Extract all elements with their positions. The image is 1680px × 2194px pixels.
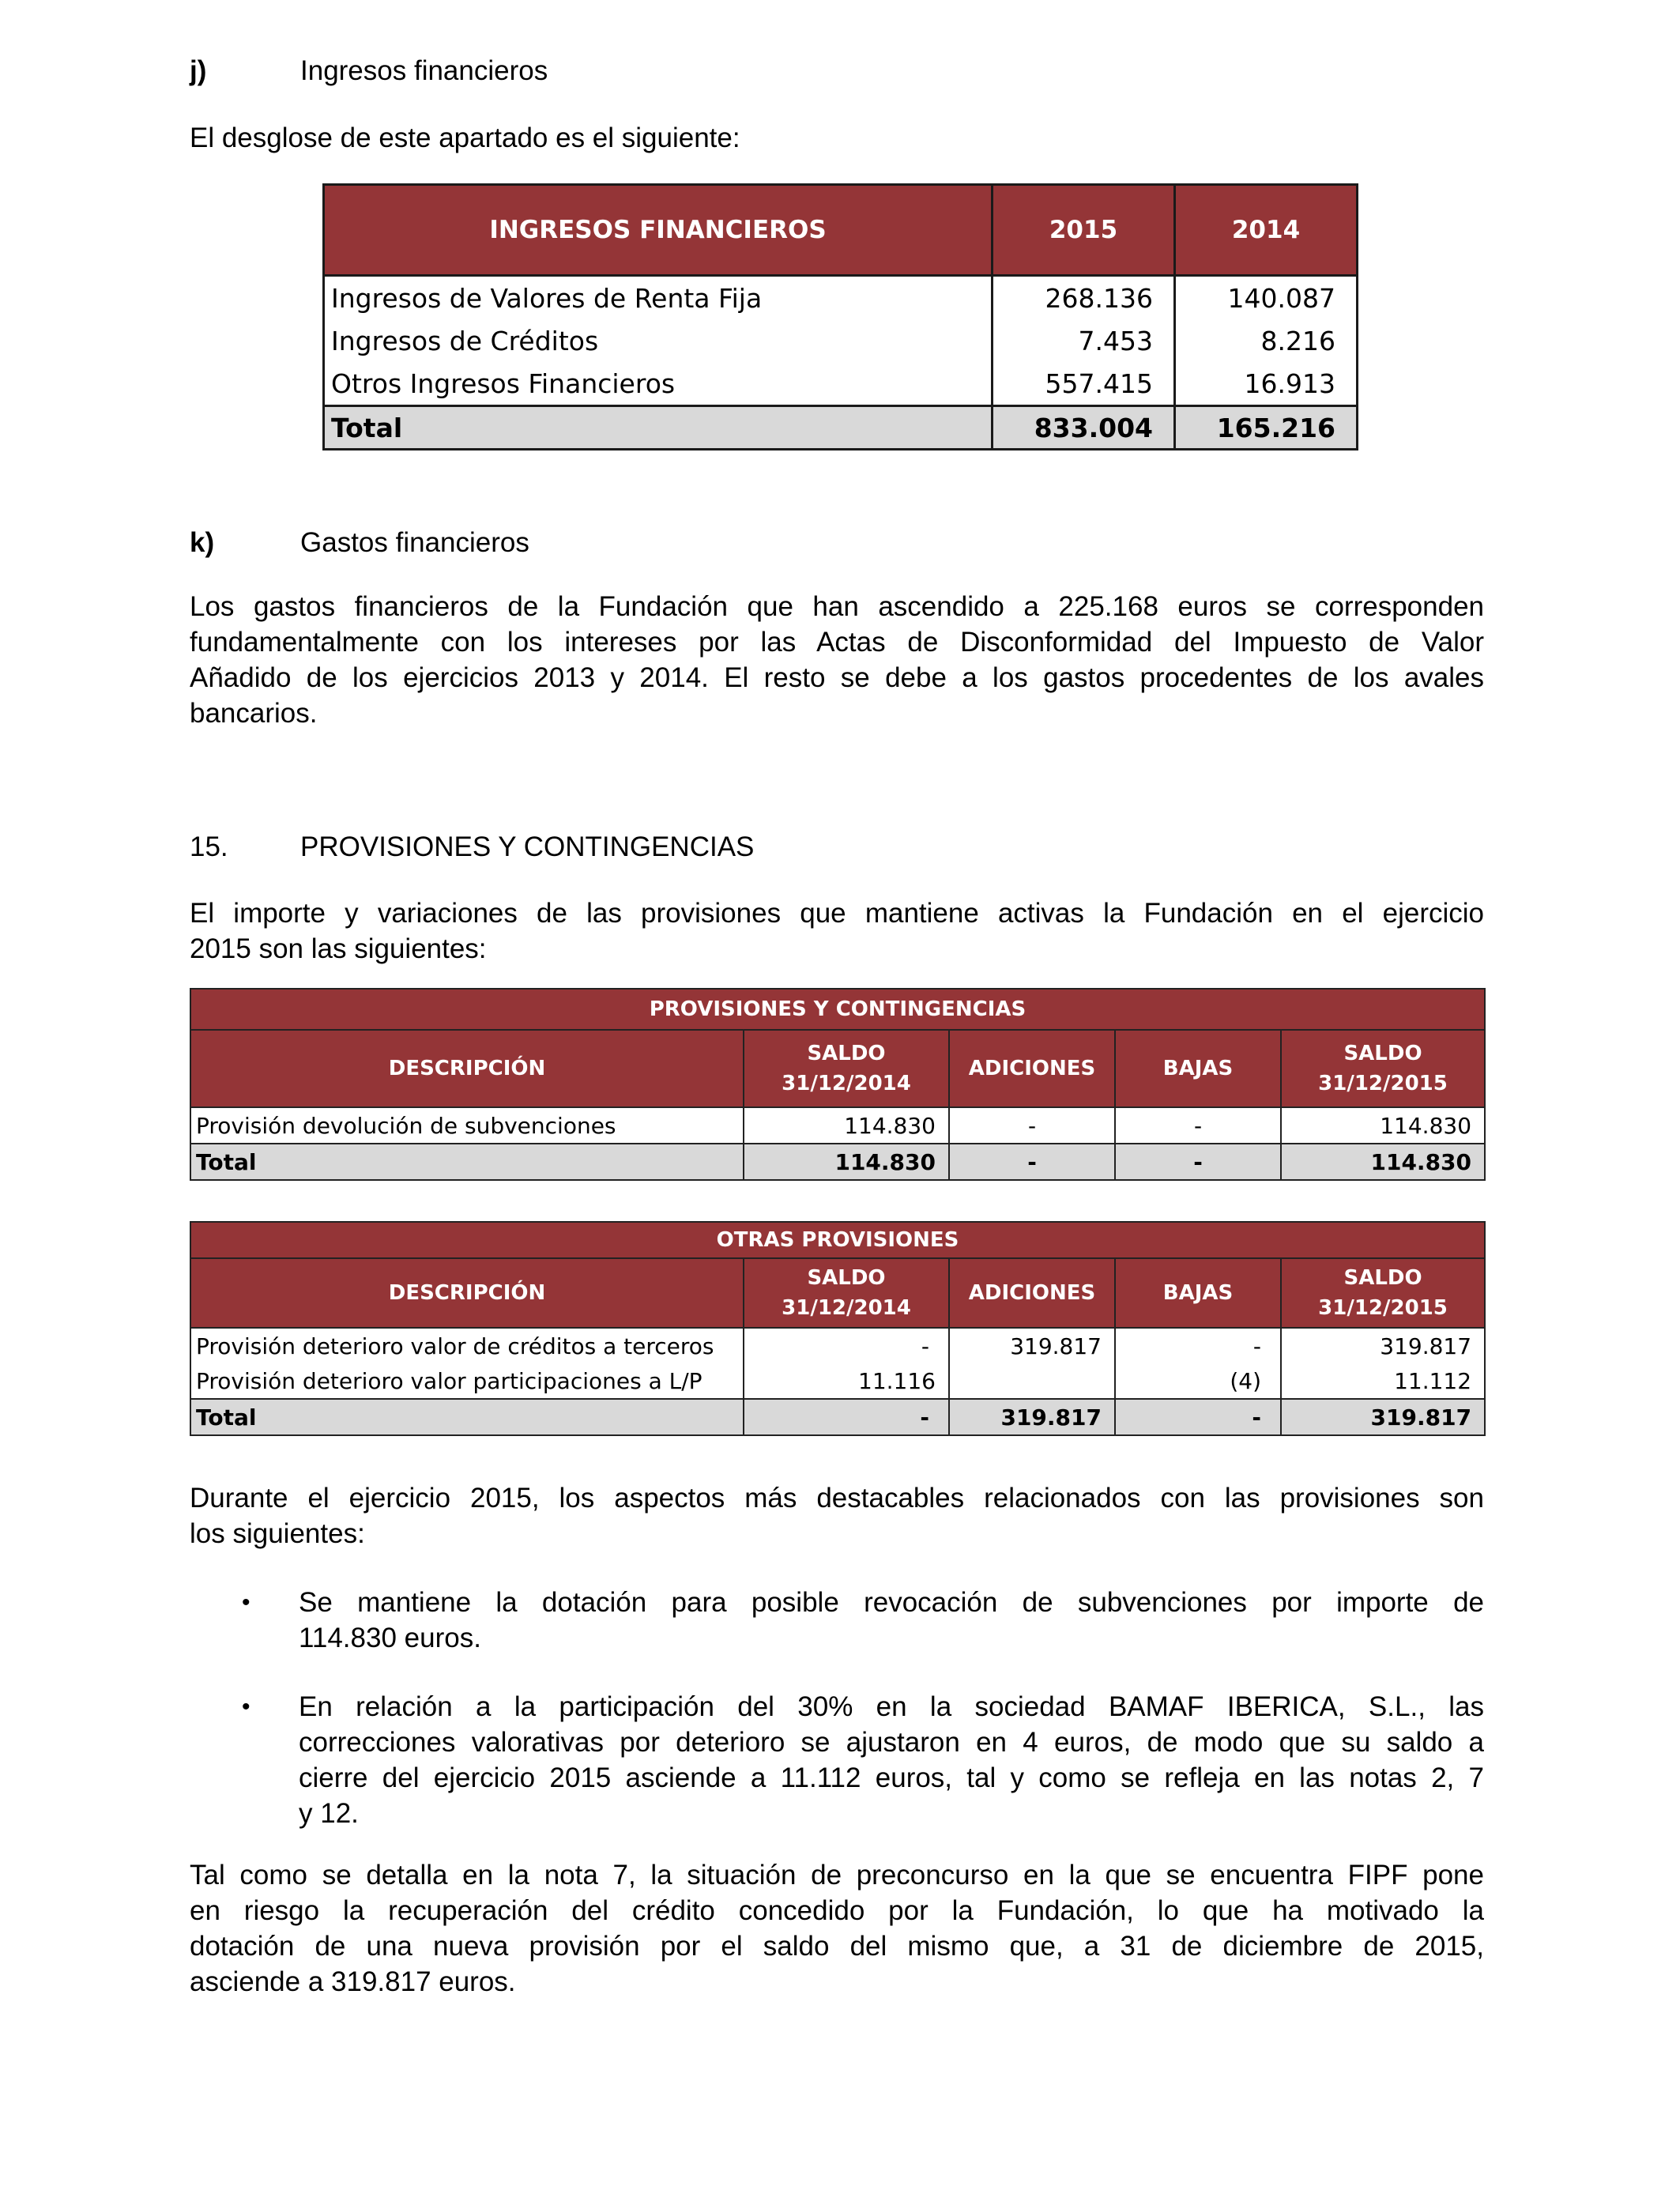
section-j-intro: El desglose de este apartado es el siguiente: <box>190 123 740 153</box>
section-15-intro <box>190 895 1484 967</box>
header-line: SALDO <box>807 1042 886 1065</box>
provisiones-contingencias-table <box>190 988 1486 1181</box>
table-title: PROVISIONES Y CONTINGENCIAS <box>190 989 1485 1030</box>
row-value: - <box>1115 1107 1281 1144</box>
header-descripcion: DESCRIPCIÓN <box>190 1030 744 1107</box>
row-label: Provisión deterioro valor participaciones a L/P <box>196 1367 703 1394</box>
table-header-row <box>190 1258 1485 1328</box>
row-value: - <box>1115 1328 1281 1363</box>
total-label: Total <box>190 1144 744 1180</box>
section-k-heading <box>190 527 529 559</box>
row-value <box>949 1363 1115 1399</box>
paragraph-line: Se mantiene la dotación para posible revocación de subvenciones por importe de <box>299 1587 1484 1618</box>
total-value: 114.830 <box>744 1144 949 1180</box>
table-row <box>190 1328 1485 1363</box>
total-value: - <box>1115 1399 1281 1435</box>
header-adiciones: ADICIONES <box>949 1030 1115 1107</box>
paragraph-line: En relación a la participación del 30% en la sociedad BAMAF IBERICA, S.L., las <box>299 1691 1484 1722</box>
table-title: OTRAS PROVISIONES <box>190 1222 1485 1258</box>
row-value: 319.817 <box>1281 1328 1485 1363</box>
header-saldo-2014 <box>744 1030 949 1107</box>
paragraph-line: Durante el ejercicio 2015, los aspectos más destacables relacionados con las provisiones son <box>190 1483 1484 1514</box>
total-value: 114.830 <box>1281 1144 1485 1180</box>
header-cell: INGRESOS FINANCIEROS <box>324 185 993 276</box>
table-header-row <box>324 185 1358 276</box>
row-value: 114.830 <box>1281 1107 1485 1144</box>
total-row <box>190 1399 1485 1435</box>
section-15-title: PROVISIONES Y CONTINGENCIAS <box>300 831 755 862</box>
paragraph-line: dotación de una nueva provisión por el saldo del mismo que, a 31 de diciembre de 2015, <box>190 1931 1484 1962</box>
list-item <box>190 1689 1484 1831</box>
ingresos-financieros-table <box>322 183 1358 450</box>
row-value: 557.415 <box>993 362 1175 406</box>
bullet-icon: • <box>242 1589 250 1615</box>
row-label: Provisión deterioro valor de créditos a terceros <box>196 1333 714 1359</box>
header-line: SALDO <box>1343 1266 1422 1290</box>
table-row <box>190 1107 1485 1144</box>
row-value: 7.453 <box>993 319 1175 362</box>
total-label: Total <box>324 406 993 450</box>
paragraph-line: cierre del ejercicio 2015 asciende a 11.112 euros, tal y como se refleja en las notas 2, 7 <box>299 1762 1484 1793</box>
header-saldo-2015 <box>1281 1030 1485 1107</box>
header-cell: 2014 <box>1175 185 1358 276</box>
row-value: 114.830 <box>744 1107 949 1144</box>
header-line: SALDO <box>807 1266 886 1290</box>
table-row <box>324 319 1358 362</box>
row-label: Ingresos de Valores de Renta Fija <box>331 282 763 314</box>
row-value: - <box>949 1107 1115 1144</box>
paragraph-line: fundamentalmente con los intereses por las Actas de Disconformidad del Impuesto de Valor <box>190 627 1484 658</box>
header-saldo-2015 <box>1281 1258 1485 1328</box>
total-value: - <box>1115 1144 1281 1180</box>
row-label: Ingresos de Créditos <box>331 325 599 356</box>
section-k-title: Gastos financieros <box>300 527 529 558</box>
row-value: 11.116 <box>744 1363 949 1399</box>
paragraph-line: 114.830 euros. <box>299 1623 481 1653</box>
row-value: 16.913 <box>1175 362 1358 406</box>
paragraph-line: correcciones valorativas por deterioro se ajustaron en 4 euros, de modo que su saldo a <box>299 1727 1484 1758</box>
provisions-bullet-list <box>190 1585 1484 1864</box>
table-title-row <box>190 989 1485 1030</box>
total-row <box>324 406 1358 450</box>
total-label: Total <box>190 1399 744 1435</box>
paragraph-line: El importe y variaciones de las provisiones que mantiene activas la Fundación en el ejercicio <box>190 898 1484 929</box>
total-value: 833.004 <box>993 406 1175 450</box>
paragraph-line: bancarios. <box>190 698 318 729</box>
paragraph-line: asciende a 319.817 euros. <box>190 1966 516 1997</box>
header-line: 31/12/2015 <box>1318 1296 1448 1320</box>
paragraph-line: los siguientes: <box>190 1518 365 1549</box>
header-line: 31/12/2014 <box>782 1296 911 1320</box>
provisions-summary-paragraph <box>190 1480 1484 1551</box>
row-value: 319.817 <box>949 1328 1115 1363</box>
total-row <box>190 1144 1485 1180</box>
table-row <box>190 1363 1485 1399</box>
paragraph-line: Tal como se detalla en la nota 7, la situación de preconcurso en la que se encuentra FIPF pone <box>190 1860 1484 1891</box>
paragraph-line: 2015 son las siguientes: <box>190 933 487 964</box>
section-j-marker: j) <box>190 55 207 86</box>
total-value: 319.817 <box>1281 1399 1485 1435</box>
section-j-title: Ingresos financieros <box>300 55 548 86</box>
header-saldo-2014 <box>744 1258 949 1328</box>
table-header-row <box>190 1030 1485 1107</box>
table-row <box>324 276 1358 320</box>
row-value: (4) <box>1115 1363 1281 1399</box>
paragraph-line: Añadido de los ejercicios 2013 y 2014. El resto se debe a los gastos procedentes de los avales <box>190 662 1484 693</box>
total-value: 165.216 <box>1175 406 1358 450</box>
table-row <box>324 362 1358 406</box>
row-value: 268.136 <box>993 276 1175 320</box>
fipf-paragraph <box>190 1857 1484 2000</box>
row-value: - <box>744 1328 949 1363</box>
header-descripcion: DESCRIPCIÓN <box>190 1258 744 1328</box>
total-value: 319.817 <box>949 1399 1115 1435</box>
header-line: 31/12/2015 <box>1318 1072 1448 1095</box>
total-value: - <box>744 1399 949 1435</box>
section-k-paragraph <box>190 589 1484 731</box>
section-j-heading <box>190 55 548 87</box>
section-15-heading <box>190 831 754 863</box>
header-bajas: BAJAS <box>1115 1258 1281 1328</box>
bullet-icon: • <box>242 1694 250 1720</box>
header-line: 31/12/2014 <box>782 1072 911 1095</box>
row-value: 8.216 <box>1175 319 1358 362</box>
paragraph-line: Los gastos financieros de la Fundación que han ascendido a 225.168 euros se corresponden <box>190 591 1484 622</box>
row-value: 11.112 <box>1281 1363 1485 1399</box>
row-label: Otros Ingresos Financieros <box>331 368 676 399</box>
list-item <box>190 1585 1484 1656</box>
header-adiciones: ADICIONES <box>949 1258 1115 1328</box>
section-k-marker: k) <box>190 527 215 558</box>
table-title-row <box>190 1222 1485 1258</box>
paragraph-line: y 12. <box>299 1798 359 1829</box>
total-value: - <box>949 1144 1115 1180</box>
header-bajas: BAJAS <box>1115 1030 1281 1107</box>
row-value: 140.087 <box>1175 276 1358 320</box>
paragraph-line: en riesgo la recuperación del crédito concedido por la Fundación, lo que ha motivado la <box>190 1895 1484 1926</box>
row-label: Provisión devolución de subvenciones <box>190 1107 744 1144</box>
section-15-marker: 15. <box>190 831 228 862</box>
header-cell: 2015 <box>993 185 1175 276</box>
header-line: SALDO <box>1343 1042 1422 1065</box>
otras-provisiones-table <box>190 1221 1486 1436</box>
